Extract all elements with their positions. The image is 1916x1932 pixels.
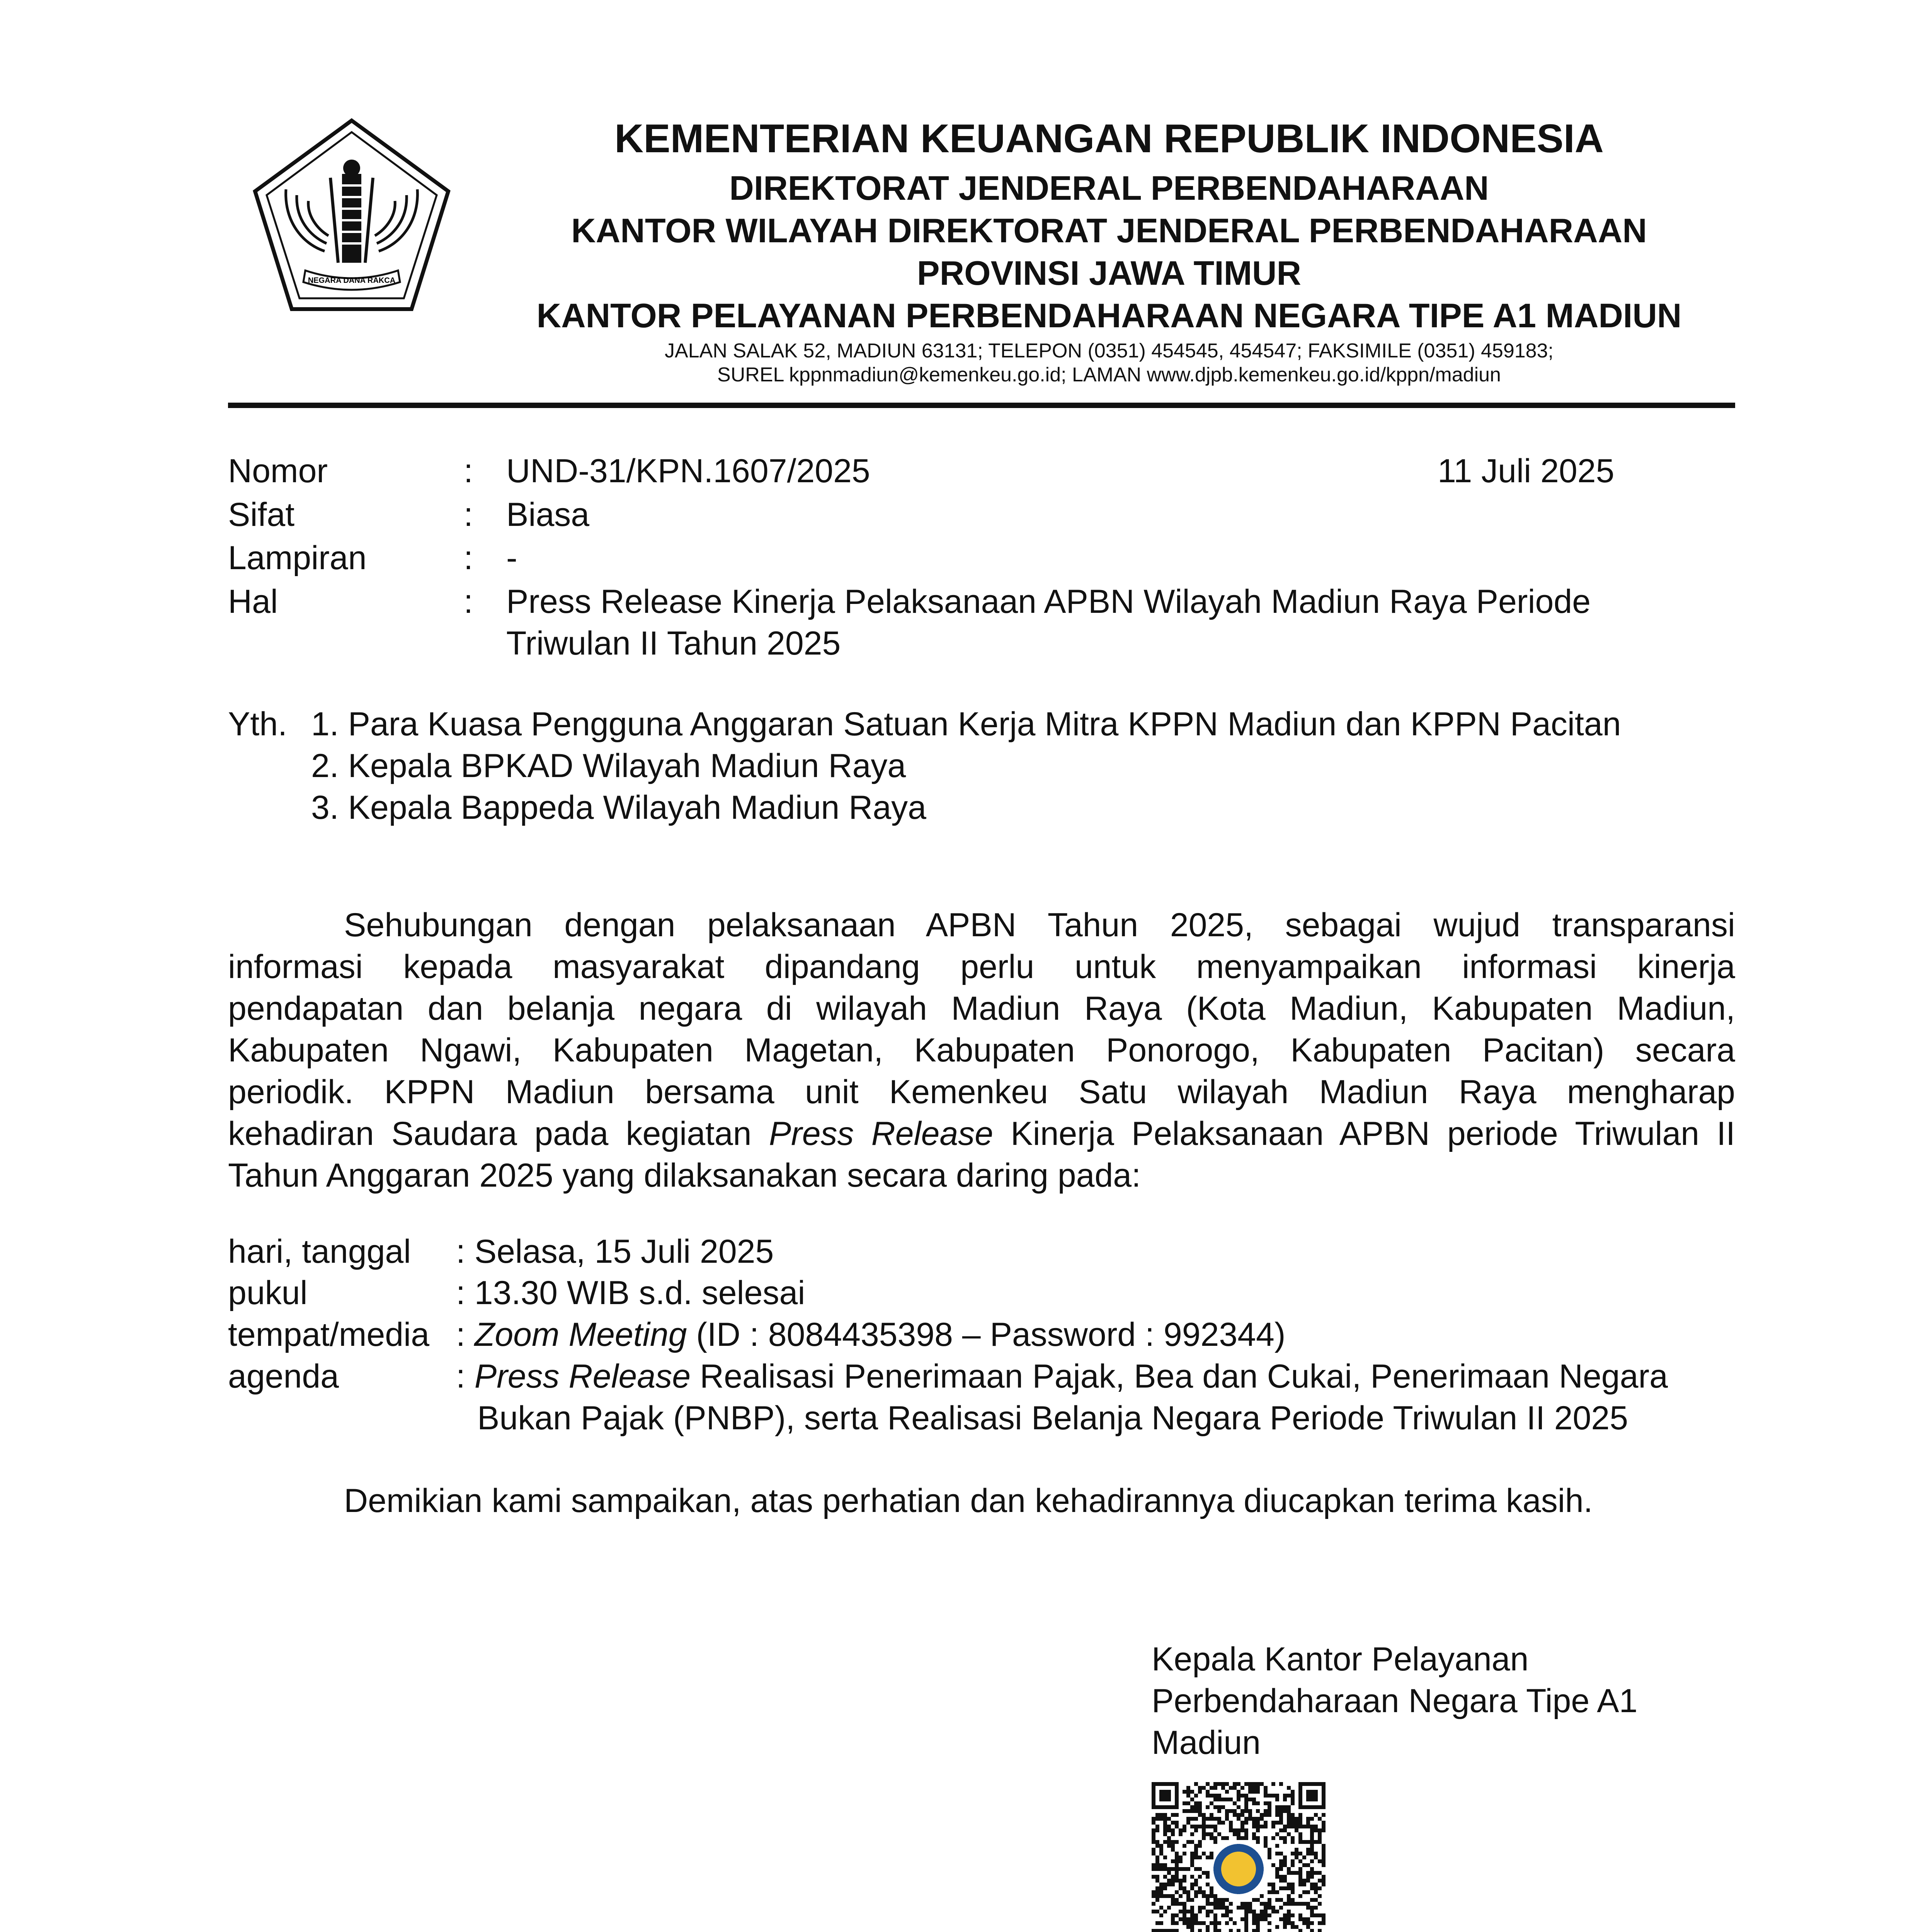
header-province: PROVINSI JAWA TIMUR bbox=[917, 254, 1302, 292]
letter-date: 11 Juli 2025 bbox=[1438, 452, 1615, 490]
header-directorate: DIREKTORAT JENDERAL PERBENDAHARAAN bbox=[729, 169, 1489, 207]
header-address: JALAN SALAK 52, MADIUN 63131; TELEPON (0351) 454545, 454547; FAKSIMILE (0351) 459183; bbox=[665, 340, 1554, 362]
tempat-label: tempat/media bbox=[228, 1316, 430, 1353]
signature-qr-code bbox=[1152, 1782, 1326, 1932]
body-line: kehadiran Saudara pada kegiatan Press Release Kinerja Pelaksanaan APBN periode Triwulan II bbox=[228, 1115, 1735, 1152]
body-line: Tahun Anggaran 2025 yang dilaksanakan secara daring pada: bbox=[228, 1157, 1141, 1194]
nomor-value: UND-31/KPN.1607/2025 bbox=[506, 452, 870, 490]
recipients-label: Yth. bbox=[228, 706, 287, 743]
sifat-label: Sifat bbox=[228, 496, 295, 533]
header-kppn: KANTOR PELAYANAN PERBENDAHARAAN NEGARA TIPE A1 MADIUN bbox=[536, 296, 1682, 335]
pukul-label: pukul bbox=[228, 1274, 308, 1311]
svg-text:NEGARA DANA RAKCA: NEGARA DANA RAKCA bbox=[308, 276, 396, 285]
body-line: pendapatan dan belanja negara di wilayah Madiun Raya (Kota Madiun, Kabupaten Madiun, bbox=[228, 990, 1735, 1027]
agenda-value: : Press Release Realisasi Penerimaan Pajak, Bea dan Cukai, Penerimaan Negara bbox=[456, 1358, 1668, 1395]
body-line: periodik. KPPN Madiun bersama unit Kemenkeu Satu wilayah Madiun Raya mengharap bbox=[228, 1073, 1735, 1111]
sifat-colon: : bbox=[464, 496, 473, 533]
header-contact: SUREL kppnmadiun@kemenkeu.go.id; LAMAN www.djpb.kemenkeu.go.id/kppn/madiun bbox=[717, 364, 1501, 386]
tempat-value: : Zoom Meeting (ID : 8084435398 – Password : 992344) bbox=[456, 1316, 1286, 1353]
hari-label: hari, tanggal bbox=[228, 1233, 411, 1270]
recipient-item: 2. Kepala BPKAD Wilayah Madiun Raya bbox=[311, 747, 906, 784]
signatory-title: Kepala Kantor Pelayanan Perbendaharaan Negara Tipe A1 Madiun bbox=[1152, 1641, 1638, 1761]
hal-colon: : bbox=[464, 583, 473, 620]
hal-value-line1: Press Release Kinerja Pelaksanaan APBN Wilayah Madiun Raya Periode bbox=[506, 583, 1591, 620]
body-line: Sehubungan dengan pelaksanaan APBN Tahun 2025, sebagai wujud transparansi bbox=[344, 906, 1735, 944]
agenda-label: agenda bbox=[228, 1358, 339, 1395]
nomor-colon: : bbox=[464, 452, 473, 490]
header-divider bbox=[228, 403, 1735, 408]
hal-label: Hal bbox=[228, 583, 278, 620]
pukul-value: : 13.30 WIB s.d. selesai bbox=[456, 1274, 805, 1311]
recipient-item: 1. Para Kuasa Pengguna Anggaran Satuan Kerja Mitra KPPN Madiun dan KPPN Pacitan bbox=[311, 706, 1621, 743]
sifat-value: Biasa bbox=[506, 496, 590, 533]
nomor-label: Nomor bbox=[228, 452, 328, 490]
header-regional-office: KANTOR WILAYAH DIREKTORAT JENDERAL PERBENDAHARAAN bbox=[571, 211, 1647, 250]
header-ministry: KEMENTERIAN KEUANGAN REPUBLIK INDONESIA bbox=[614, 116, 1604, 161]
ministry-logo bbox=[247, 116, 456, 325]
hal-value-line2: Triwulan II Tahun 2025 bbox=[506, 625, 841, 662]
lampiran-colon: : bbox=[464, 539, 473, 577]
hari-value: : Selasa, 15 Juli 2025 bbox=[456, 1233, 774, 1270]
agenda-value-line2: Bukan Pajak (PNBP), serta Realisasi Belanja Negara Periode Triwulan II 2025 bbox=[477, 1400, 1628, 1437]
recipient-item: 3. Kepala Bappeda Wilayah Madiun Raya bbox=[311, 789, 927, 826]
body-paragraph bbox=[228, 904, 1735, 1196]
closing-sentence: Demikian kami sampaikan, atas perhatian dan kehadirannya diucapkan terima kasih. bbox=[344, 1482, 1593, 1519]
lampiran-label: Lampiran bbox=[228, 539, 367, 577]
body-line: Kabupaten Ngawi, Kabupaten Magetan, Kabupaten Ponorogo, Kabupaten Pacitan) secara bbox=[228, 1032, 1735, 1069]
body-line: informasi kepada masyarakat dipandang perlu untuk menyampaikan informasi kinerja bbox=[228, 948, 1735, 985]
lampiran-value: - bbox=[506, 539, 517, 577]
